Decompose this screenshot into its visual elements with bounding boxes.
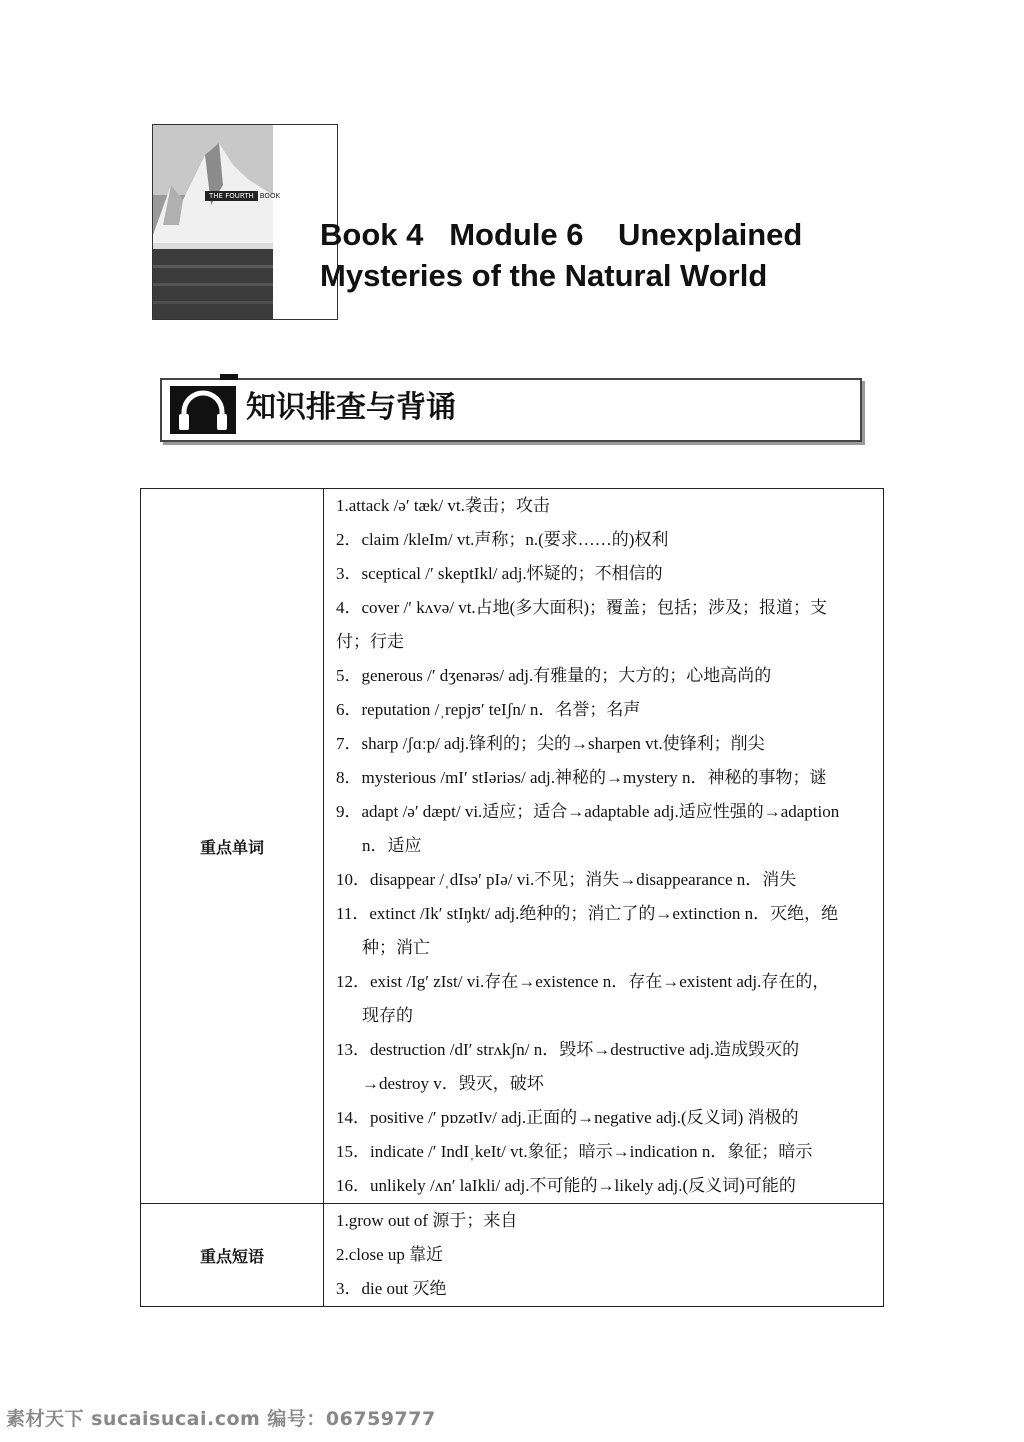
list-item: 3．die out 灭绝 — [336, 1279, 447, 1298]
list-item — [336, 591, 883, 659]
list-item-continuation: 付；行走 — [336, 632, 404, 651]
category-key-words: 重点单词 — [141, 489, 324, 1204]
list-item: 1.attack /ə′ tæk/ vt.袭击；攻击 — [336, 496, 550, 515]
list-item: 7．sharp /ʃɑːp/ adj.锋利的；尖的→sharpen vt.使锋利；削尖 — [336, 734, 765, 753]
cover-band-dark: THE FOURTH — [205, 191, 258, 201]
category-key-phrases: 重点短语 — [141, 1204, 324, 1307]
banner-title: 知识排查与背诵 — [246, 390, 456, 425]
banner-tab — [220, 374, 238, 380]
list-item: 2.close up 靠近 — [336, 1245, 444, 1264]
list-item-continuation: 种；消亡 — [362, 938, 430, 957]
list-item-text: 4．cover /′ kʌvə/ vt.占地(多大面积)；覆盖；包括；涉及；报道；支 — [336, 598, 828, 617]
list-item: 2．claim /kleIm/ vt.声称；n.(要求……的)权利 — [336, 530, 669, 549]
vocabulary-table — [140, 488, 884, 1307]
list-item: 1.grow out of 源于；来自 — [336, 1211, 518, 1230]
iceberg-illustration — [153, 125, 273, 319]
list-item-continuation: 现存的 — [362, 1006, 413, 1025]
list-item-continuation: n．适应 — [362, 836, 422, 855]
list-item — [336, 795, 883, 863]
cover-band-light: BOOK — [259, 192, 281, 200]
list-item — [336, 897, 883, 965]
title-line-1: Book 4 Module 6 Unexplained — [320, 217, 803, 252]
list-item: 16．unlikely /ʌn′ laIkli/ adj.不可能的→likely adj.(反义词)可能的 — [336, 1176, 796, 1195]
list-item: 15．indicate /′ IndIˌkeIt/ vt.象征；暗示→indication n．象征；暗示 — [336, 1142, 813, 1161]
list-item-continuation: →destroy v．毁灭，破坏 — [362, 1074, 544, 1093]
list-item — [336, 1033, 883, 1101]
list-item-text: 13．destruction /dI′ strʌkʃn/ n．毁坏→destructive adj.造成毁灭的 — [336, 1040, 800, 1059]
list-item: 5．generous /′ dʒenərəs/ adj.有雅量的；大方的；心地高尚的 — [336, 666, 772, 685]
key-words-list — [324, 489, 884, 1204]
watermark-footer: 素材天下 sucaisucai.com 编号：06759777 — [6, 1408, 436, 1430]
headphones-icon — [170, 386, 236, 438]
list-item-text: 12．exist /Ig′ zIst/ vi.存在→existence n．存在→existent adj.存在的， — [336, 972, 830, 991]
book-cover — [152, 124, 338, 320]
title-line-2: Mysteries of the Natural World — [320, 258, 768, 293]
list-item — [336, 965, 883, 1033]
section-banner — [160, 378, 862, 442]
table-row — [141, 489, 884, 1204]
list-item-text: 11．extinct /Ik′ stIŋkt/ adj.绝种的；消亡了的→extinction n．灭绝，绝 — [336, 904, 839, 923]
list-item-text: 9．adapt /ə′ dæpt/ vi.适应；适合→adaptable adj.适应性强的→adaption — [336, 802, 840, 821]
cover-band — [205, 191, 337, 201]
page-title — [320, 214, 940, 296]
key-phrases-list — [324, 1204, 884, 1307]
list-item: 10．disappear /ˌdIsə′ pIə/ vi.不见；消失→disappearance n．消失 — [336, 870, 797, 889]
table-row — [141, 1204, 884, 1307]
list-item: 14．positive /′ pɒzətIv/ adj.正面的→negative adj.(反义词) 消极的 — [336, 1108, 799, 1127]
list-item: 8．mysterious /mI′ stIəriəs/ adj.神秘的→mystery n．神秘的事物；谜 — [336, 768, 827, 787]
cover-photo — [153, 125, 273, 319]
list-item: 3．sceptical /′ skeptIkl/ adj.怀疑的；不相信的 — [336, 564, 663, 583]
list-item: 6．reputation /ˌrepjʊ′ teIʃn/ n．名誉；名声 — [336, 700, 641, 719]
